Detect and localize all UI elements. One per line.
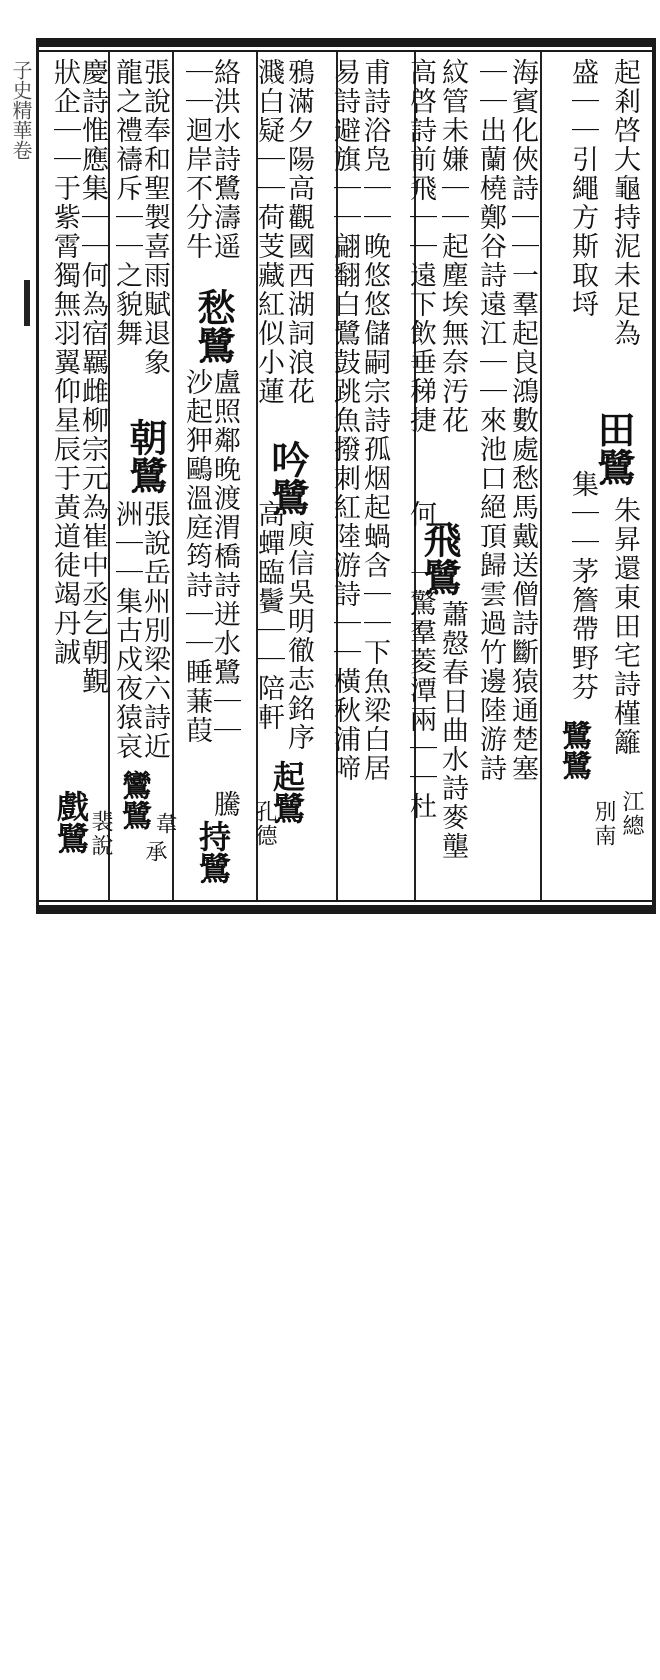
heading-term-10: 起鷺 — [268, 760, 306, 824]
text-column-1b: 朱昇還東田宅詩槿籬 — [609, 496, 640, 757]
text-column-8: 易詩避旗｜｜翩翻白鷺鼓跳魚撥刺紅陸游詩｜｜橫秋浦啼 — [329, 58, 360, 783]
text-column-4: ｜｜出蘭橈鄭谷詩遠江｜｜來池口絕頂歸雲過竹邊陸游詩 — [475, 58, 506, 783]
text-column-13: 張說奉和聖製喜雨賦退象 — [139, 58, 170, 377]
heading-term-5: 飛鷺 — [417, 520, 462, 596]
text-column-5b: 蕭慤春日曲水詩麥壟 — [437, 600, 468, 861]
heading-term-1: 田鷺 — [591, 410, 636, 486]
text-column-11c: 騰 — [209, 790, 240, 819]
bottom-rule-thin — [36, 900, 656, 902]
text-column-13b: 張說岳州別梁六詩近 — [139, 500, 170, 761]
small-note-2b: 別南 — [591, 800, 616, 848]
small-note-2: 江總 — [619, 790, 644, 838]
text-column-7: 甫詩浴凫｜｜晚悠悠儲嗣宗詩孤烟起蝸含｜｜下魚梁白居 — [359, 58, 390, 783]
heading-term-14: 鸞鷺 — [116, 770, 151, 830]
text-column-6c: 一驚羣菱潭兩｜｜杜 — [405, 560, 436, 821]
small-note-10: 孔德 — [252, 800, 277, 848]
text-column-10: 濺白疑｜｜荷芰藏紅似小蓮 — [253, 58, 284, 406]
small-note-14: 承 — [142, 840, 167, 864]
text-column-1: 起剎啓大龜持泥未足為 — [609, 58, 640, 348]
heading-term-16: 戲鷺 — [52, 790, 90, 854]
heading-term-11: 愁鷺 — [191, 288, 236, 364]
text-column-11: 絡洪水詩鷺濤遥 — [209, 58, 240, 261]
text-column-6b: 何 — [405, 500, 436, 529]
bottom-rule — [36, 905, 656, 914]
text-column-14b: 洲｜｜集古戍夜猿哀 — [111, 500, 142, 761]
page-gutter-label: 子史精華卷 — [9, 60, 33, 160]
text-column-9b: 庾信吳明徹志銘序 — [283, 520, 314, 752]
heading-term-9: 吟鷺 — [265, 440, 310, 516]
text-column-6: 高啓詩前飛｜｜遠下飲垂稊捷 — [405, 58, 436, 435]
heading-term-2: 鷺鷺 — [556, 720, 591, 780]
text-column-12b: 沙起狎鷗溫庭筠詩｜｜睡蒹葭 — [181, 368, 212, 745]
text-column-9: 鴉滿夕陽高觀國西湖詞浪花 — [283, 58, 314, 406]
text-column-2b: 集｜｜茅簷帶野芬 — [567, 470, 598, 702]
text-column-5: 紋管未嫌｜｜起塵埃無奈汚花 — [437, 58, 468, 435]
text-column-3: 海賓化俠詩｜｜一羣起良鴻數處愁馬戴送僧詩斷猿通楚塞 — [507, 58, 538, 783]
frame-right-border — [652, 38, 656, 914]
gutter-mark — [24, 280, 30, 326]
text-column-2: 盛｜｜引繩方斯取埒 — [567, 58, 598, 319]
text-column-15: 慶詩惟應集｜｜何為宿羈雌柳宗元為崔中丞乞朝覲 — [77, 58, 108, 696]
text-column-11b: 盧照鄰晚渡渭橋詩迸水鷺｜｜ — [209, 368, 240, 745]
small-note-16: 裴說 — [88, 810, 113, 858]
text-column-12: ｜｜迴岸不分牛 — [181, 58, 212, 261]
heading-term-12: 持鷺 — [194, 820, 232, 884]
text-column-16: 狀企｜｜于紫霄獨無羽翼仰星辰于黃道徒竭丹誠 — [49, 58, 80, 667]
heading-term-13: 朝鷺 — [123, 418, 168, 494]
small-note-13: 韋 — [152, 812, 177, 836]
top-rule — [36, 38, 656, 47]
top-rule-thin — [36, 50, 656, 52]
text-column-10b: 高蟬臨鬢｜｜陪軒 — [253, 500, 284, 732]
text-column-14: 龍之禮禱斥｜｜之貌舞 — [111, 58, 142, 348]
